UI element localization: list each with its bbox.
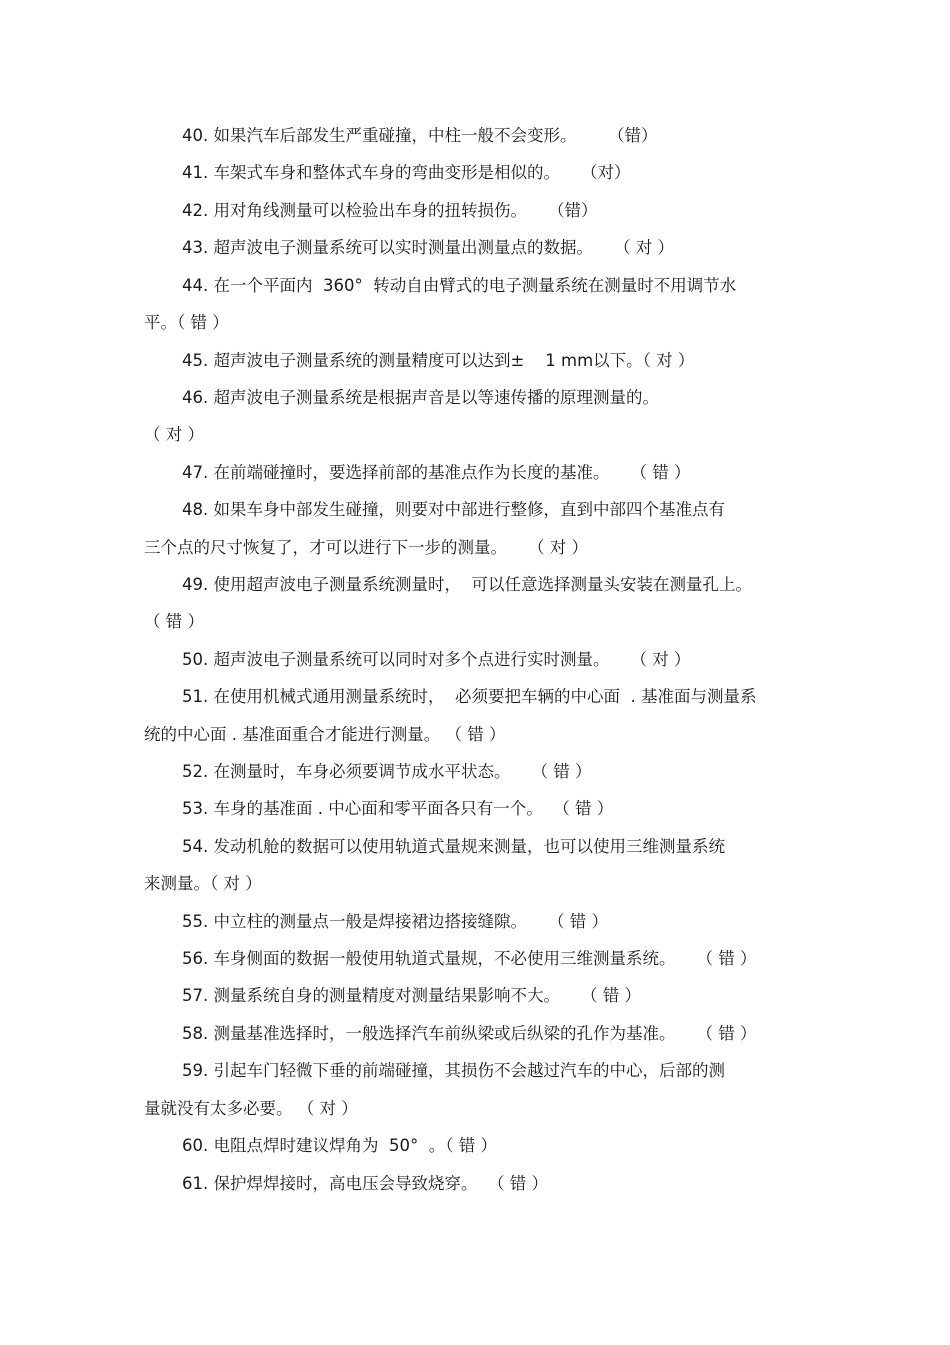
question-47: 47. 在前端碰撞时，要选择前部的基准点作为长度的基准。 （ 错 ） [182,463,691,482]
question-55: 55. 中立柱的测量点一般是焊接裙边搭接缝隙。 （ 错 ） [182,912,608,931]
question-45: 45. 超声波电子测量系统的测量精度可以达到± 1 mm以下。（ 对 ） [182,351,695,370]
question-49-continued: （ 错 ） [144,612,204,631]
question-51-continued: 统的中心面 . 基准面重合才能进行测量。 （ 错 ） [144,725,506,744]
question-42: 42. 用对角线测量可以检验出车身的扭转损伤。 （错） [182,201,598,220]
question-52: 52. 在测量时，车身必须要调节成水平状态。 （ 错 ） [182,762,592,781]
question-54-continued: 来测量。（ 对 ） [144,874,262,893]
question-46: 46. 超声波电子测量系统是根据声音是以等速传播的原理测量的。 [182,388,659,407]
question-51: 51. 在使用机械式通用测量系统时， 必须要把车辆的中心面 . 基准面与测量系 [182,687,757,706]
question-41: 41. 车架式车身和整体式车身的弯曲变形是相似的。 （对） [182,163,631,182]
question-60: 60. 电阻点焊时建议焊角为 50° 。（ 错 ） [182,1136,497,1155]
question-61: 61. 保护焊焊接时，高电压会导致烧穿。 （ 错 ） [182,1174,548,1193]
question-59-continued: 量就没有太多必要。 （ 对 ） [144,1099,358,1118]
question-44-continued: 平。（ 错 ） [144,313,229,332]
question-58: 58. 测量基准选择时，一般选择汽车前纵梁或后纵梁的孔作为基准。 （ 错 ） [182,1024,757,1043]
question-48: 48. 如果车身中部发生碰撞，则要对中部进行整修，直到中部四个基准点有 [182,500,725,519]
question-43: 43. 超声波电子测量系统可以实时测量出测量点的数据。 （ 对 ） [182,238,674,257]
question-44: 44. 在一个平面内 360° 转动自由臂式的电子测量系统在测量时不用调节水 [182,276,737,295]
question-59: 59. 引起车门轻微下垂的前端碰撞，其损伤不会越过汽车的中心，后部的测 [182,1061,725,1080]
question-48-continued: 三个点的尺寸恢复了，才可以进行下一步的测量。 （ 对 ） [144,538,588,557]
question-54: 54. 发动机舱的数据可以使用轨道式量规来测量，也可以使用三维测量系统 [182,837,725,856]
question-46-continued: （ 对 ） [144,425,204,444]
question-53: 53. 车身的基准面 . 中心面和零平面各只有一个。 （ 错 ） [182,799,614,818]
question-50: 50. 超声波电子测量系统可以同时对多个点进行实时测量。 （ 对 ） [182,650,691,669]
question-40: 40. 如果汽车后部发生严重碰撞，中柱一般不会变形。 （错） [182,126,658,145]
question-57: 57. 测量系统自身的测量精度对测量结果影响不大。 （ 错 ） [182,986,641,1005]
question-56: 56. 车身侧面的数据一般使用轨道式量规，不必使用三维测量系统。 （ 错 ） [182,949,757,968]
question-49: 49. 使用超声波电子测量系统测量时， 可以任意选择测量头安装在测量孔上。 [182,575,752,594]
